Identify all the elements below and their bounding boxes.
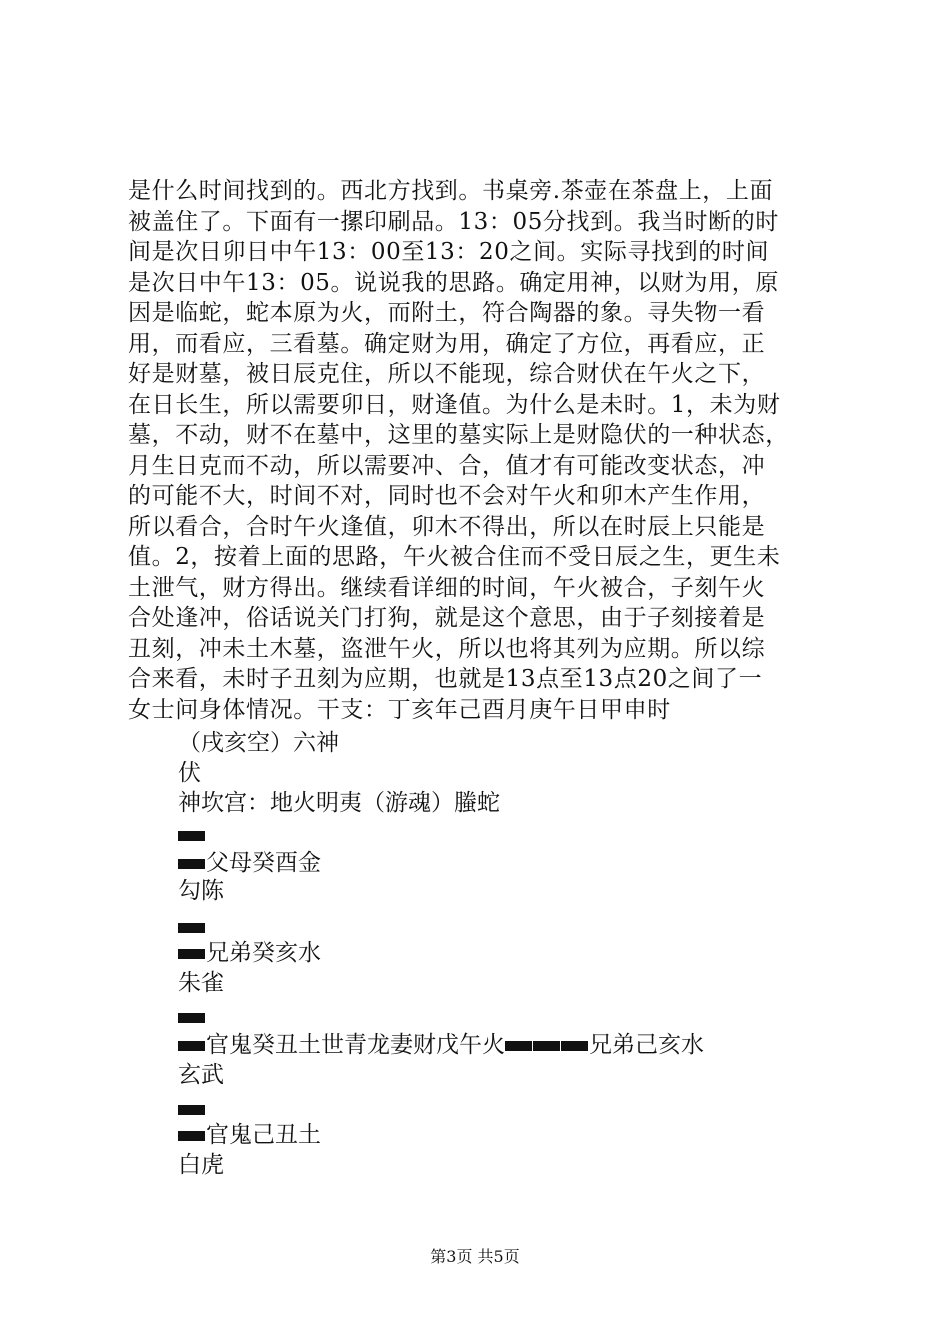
text-line: 在日长生，所以需要卯日，财逢值。为什么是未时。1，未为财 (128, 391, 781, 418)
text-line: 是次日中午13：05。说说我的思路。确定用神，以财为用，原 (128, 269, 779, 296)
text-line: 因是临蛇，蛇本原为火，而附土，符合陶器的象。寻失物一看 (128, 300, 766, 326)
palace-label: 神坎宫：地火明夷（游魂）螣蛇 (178, 790, 500, 816)
text-line: 被盖住了。下面有一摞印刷品。13：05分找到。我当时断的时 (128, 208, 779, 235)
text-line: 合来看，未时子丑刻为应期，也就是13点至13点20之间了一 (128, 666, 763, 692)
spirit-label: 玄武 (178, 1062, 224, 1088)
yao-bar (178, 1105, 205, 1115)
spirit-line-2 (178, 968, 828, 998)
spirit-label: 勾陈 (178, 878, 224, 904)
text-line: 女士问身体情况。干支：丁亥年己酉月庚午日甲申时 (128, 696, 671, 723)
text-line: 间是次日卯日中午13：00至13：20之间。实际寻找到的时间 (128, 239, 770, 265)
yao-text: 兄弟癸亥水 (206, 940, 321, 966)
yao-text: 兄弟己亥水 (589, 1032, 704, 1058)
yao-line-4 (178, 1120, 828, 1150)
yao-symbol-1 (178, 820, 828, 850)
yao-text: 官鬼己丑土 (206, 1122, 321, 1148)
text-line: 的可能不大，时间不对，同时也不会对午火和卯木产生作用， (128, 483, 766, 509)
yao-bar (561, 1041, 588, 1051)
hexagram-fu-line (178, 758, 828, 788)
text-line: 合处逢冲，俗话说关门打狗，就是这个意思，由于子刻接着是 (128, 605, 766, 631)
text-line: 月生日克而不动，所以需要冲、合，值才有可能改变状态，冲 (128, 452, 766, 479)
hexagram-palace-line (178, 788, 828, 818)
page-number-footer: 第3页 共5页 (430, 1247, 520, 1266)
yao-text: 官鬼癸丑土世青龙妻财戊午火 (206, 1032, 505, 1058)
yao-bar (178, 1131, 205, 1141)
yao-line-2 (178, 938, 828, 968)
yao-bar (178, 831, 205, 841)
yao-line-3 (178, 1030, 828, 1060)
void-label: （戌亥空）六神 (178, 730, 339, 756)
yao-line-1 (178, 848, 828, 878)
yao-bar (178, 923, 205, 933)
text-line: 是什么时间找到的。西北方找到。书桌旁.茶壶在茶盘上，上面 (128, 178, 774, 204)
spirit-label: 白虎 (178, 1152, 224, 1178)
yao-symbol-3 (178, 1002, 828, 1032)
yao-bar (533, 1041, 560, 1051)
spirit-line-3 (178, 1060, 828, 1090)
fu-label: 伏 (178, 760, 201, 786)
yao-bar (178, 859, 205, 869)
text-line: 丑刻，冲未土木墓，盗泄午火，所以也将其列为应期。所以综 (128, 635, 766, 662)
yao-bar (178, 949, 205, 959)
text-line: 值。2，按着上面的思路，午火被合住而不受日辰之生，更生未 (128, 544, 781, 570)
spirit-label: 朱雀 (178, 970, 224, 996)
body-paragraph (128, 176, 833, 725)
yao-bar (505, 1041, 532, 1051)
text-line: 所以看合，合时午火逢值，卯木不得出，所以在时辰上只能是 (128, 513, 766, 540)
text-line: 墓，不动，财不在墓中，这里的墓实际上是财隐伏的一种状态， (128, 422, 789, 448)
yao-text: 父母癸酉金 (206, 850, 321, 876)
spirit-line-1 (178, 876, 828, 906)
text-line: 用，而看应，三看墓。确定财为用，确定了方位，再看应，正 (128, 330, 766, 357)
spirit-line-4 (178, 1150, 828, 1180)
text-line: 土泄气，财方得出。继续看详细的时间，午火被合，子刻午火 (128, 574, 766, 601)
yao-bar (178, 1041, 205, 1051)
text-line: 好是财墓，被日辰克住，所以不能现，综合财伏在午火之下， (128, 361, 766, 387)
hexagram-void-line (178, 728, 828, 758)
yao-bar (178, 1013, 205, 1023)
